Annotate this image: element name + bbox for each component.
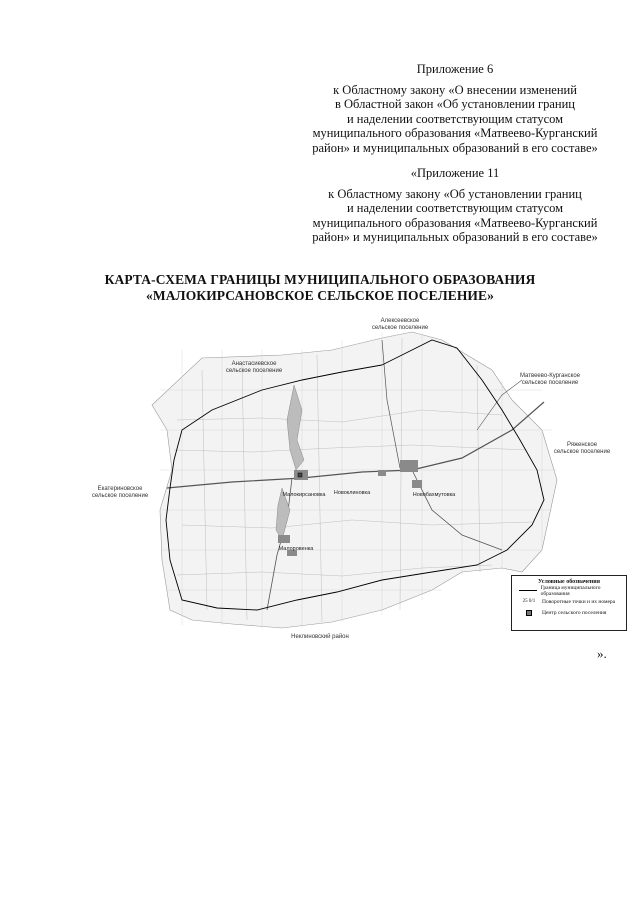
neighbor-east-label-1: Ряженское [566,442,598,448]
appendix-11-line: и наделении соответствующим статусом [346,201,564,215]
appendix-6-line: к Областному закону «О внесении изменений [333,82,577,97]
legend-item-boundary [512,585,626,596]
neighbor-east-label-2: сельское поселение [553,449,611,455]
legend-item-symbol: 25 0/1 [522,599,536,604]
settlement-label: Новобахмутовка [412,492,456,498]
appendix-11-line: муниципального образования «Матвеево-Курганский [312,215,598,230]
neighbor-west-label-2: сельское поселение [91,493,149,499]
legend-item-label: Поворотные точки и их номера [542,598,616,605]
neighbor-north-label-2: сельское поселение [371,325,429,331]
appendix-11-head: «Приложение 11 [410,166,500,180]
appendix-6-line: муниципального образования «Матвеево-Курганский [312,126,598,140]
appendix-6-head: Приложение 6 [416,62,494,76]
appendix-6-header [280,62,630,155]
settlement-label: Малоровенка [278,546,314,552]
neighbor-south-label: Неклиновский район [291,634,349,640]
neighbor-northeast-label-1: Матвеево-Курганское [519,373,581,379]
settlement-center-marker [298,473,302,477]
neighbor-northwest-label-2: сельское поселение [225,368,283,374]
boundary-line-icon [519,590,537,591]
legend-item-label: Граница муниципального образования [540,584,601,597]
title-line-1: КАРТА-СХЕМА ГРАНИЦЫ МУНИЦИПАЛЬНОГО ОБРАЗОВАНИЯ [104,272,536,287]
neighbor-northwest-label-1: Анастасиевское [231,361,277,367]
center-marker-icon [526,610,532,616]
title-line-2: «МАЛОКИРСАНОВСКОЕ СЕЛЬСКОЕ ПОСЕЛЕНИЕ» [146,288,494,303]
settlement-label: Малокирсановка [282,492,326,498]
appendix-6-line: и наделении соответствующим статусом [346,111,564,126]
closing-quote: ». [597,646,607,661]
document-title [0,272,640,304]
appendix-11-line: к Областному закону «Об установлении границ [328,186,582,201]
legend-item-center [512,607,626,618]
neighbor-north-label-1: Алексеевское [380,318,420,324]
appendix-6-line: в Областной закон «Об установлении границ [334,97,575,111]
map-sheet [152,332,557,628]
appendix-6-line: район» и муниципальных образований в его составе» [312,140,598,155]
map-legend [511,575,627,631]
legend-title: Условные обозначения [538,579,600,585]
appendix-11-line: район» и муниципальных образований в его составе» [312,230,598,244]
neighbor-west-label-1: Екатериновское [97,486,143,492]
appendix-11-header [280,166,630,245]
legend-item-label: Центр сельского поселения [542,609,607,616]
neighbor-northeast-label-2: сельское поселение [521,380,579,386]
settlement-label: Новоклиновка [333,490,371,496]
legend-item-turning-points [512,596,626,607]
